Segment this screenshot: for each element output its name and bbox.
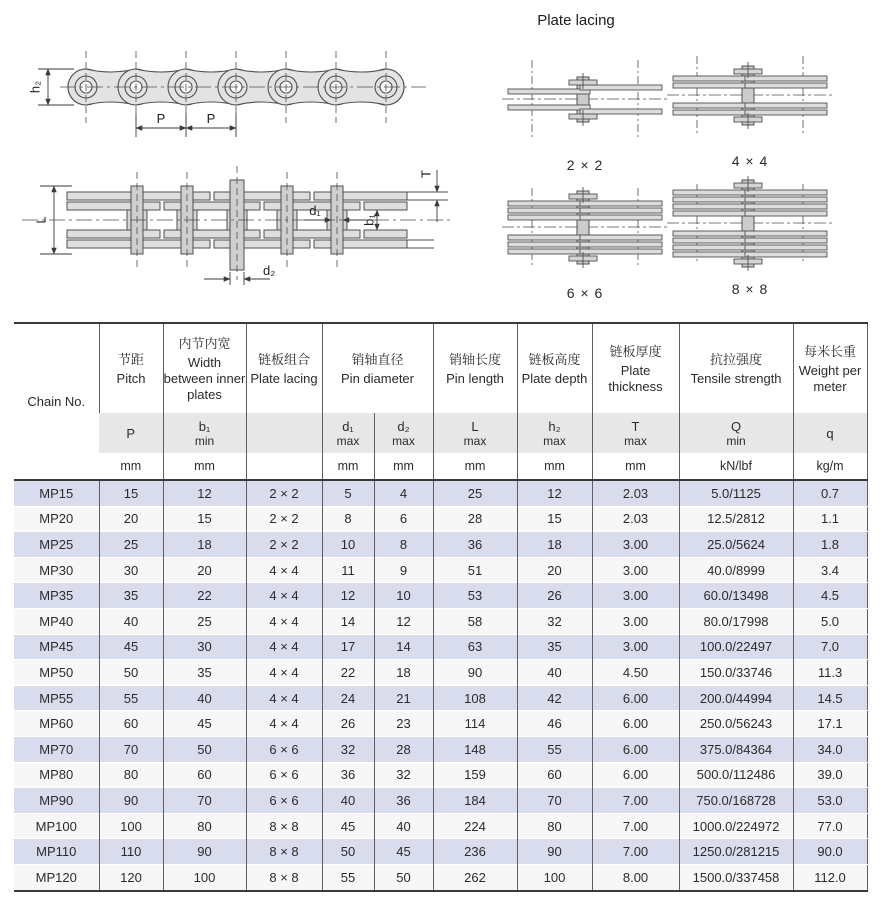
cell-weight: 39.0: [793, 762, 867, 788]
cell-plate-lacing: 4 × 4: [246, 711, 322, 737]
cell-d2-max: 9: [374, 557, 433, 583]
cell-tensile-strength: 200.0/44994: [679, 685, 793, 711]
cell-weight: 4.5: [793, 583, 867, 609]
cell-d2-max: 18: [374, 660, 433, 686]
cell-d2-max: 32: [374, 762, 433, 788]
cell-inner-width: 18: [163, 532, 246, 558]
column-header-en: Tensile strength: [690, 370, 782, 386]
cell-tensile-strength: 100.0/22497: [679, 634, 793, 660]
plate-lacing-diagram: [500, 180, 670, 275]
cell-pitch: 15: [99, 480, 163, 506]
cell-plate-lacing: 4 × 4: [246, 634, 322, 660]
table-row-mp25: [14, 532, 867, 558]
column-header-2: [163, 323, 246, 413]
lacing-label: 2 × 2: [566, 157, 604, 173]
cell-pin-length: 108: [433, 685, 517, 711]
dim-label-b1: b₁: [361, 214, 377, 226]
cell-pin-length: 51: [433, 557, 517, 583]
cell-pin-length: 58: [433, 608, 517, 634]
cell-tensile-strength: 25.0/5624: [679, 532, 793, 558]
center-lines: [60, 51, 426, 123]
plate-lacing-diagram: [500, 52, 670, 147]
cell-pitch: 35: [99, 583, 163, 609]
column-header-cn: 链板厚度: [609, 343, 662, 359]
cell-inner-width: 45: [163, 711, 246, 737]
cell-d2-max: 40: [374, 813, 433, 839]
cell-plate-depth: 40: [517, 660, 592, 686]
column-header-en: Plate thickness: [608, 362, 663, 394]
column-header-cn: 销轴直径: [351, 351, 404, 367]
cell-weight: 90.0: [793, 839, 867, 865]
cell-pitch: 55: [99, 685, 163, 711]
cell-inner-width: 35: [163, 660, 246, 686]
cell-d2-max: 50: [374, 864, 433, 890]
cell-d1-max: 8: [322, 506, 374, 532]
cell-plate-thickness: 4.50: [592, 660, 679, 686]
cell-pin-length: 184: [433, 788, 517, 814]
cell-d1-max: 11: [322, 557, 374, 583]
cell-d2-max: 14: [374, 634, 433, 660]
symbol-qualifier: min: [726, 433, 746, 448]
cell-plate-thickness: 7.00: [592, 839, 679, 865]
cell-chain-no: MP20: [39, 511, 74, 527]
cell-inner-width: 70: [163, 788, 246, 814]
table-body: [14, 480, 867, 891]
lacing-label: 4 × 4: [731, 153, 769, 169]
cell-chain-no: MP25: [39, 536, 74, 552]
cell-inner-width: 50: [163, 736, 246, 762]
column-header-3: [246, 323, 322, 413]
cell-tensile-strength: 250.0/56243: [679, 711, 793, 737]
cell-pin-length: 262: [433, 864, 517, 890]
plate-lacing-diagram: [665, 176, 835, 271]
cell-weight: 112.0: [793, 864, 867, 890]
cell-chain-no: MP80: [39, 767, 74, 783]
column-header-en: Pin diameter: [341, 370, 414, 386]
cell-tensile-strength: 40.0/8999: [679, 557, 793, 583]
cell-weight: 7.0: [793, 634, 867, 660]
cell-weight: 3.4: [793, 557, 867, 583]
cell-d1-max: 14: [322, 608, 374, 634]
column-header-en: Width between inner plates: [163, 354, 246, 402]
cell-plate-thickness: 7.00: [592, 813, 679, 839]
cell-pin-length: 148: [433, 736, 517, 762]
cell-d2-max: 12: [374, 608, 433, 634]
cell-d1-max: 24: [322, 685, 374, 711]
cell-tensile-strength: 375.0/84364: [679, 736, 793, 762]
cell-weight: 77.0: [793, 813, 867, 839]
cell-plate-depth: 26: [517, 583, 592, 609]
unit-header-pitch: mm: [99, 453, 163, 480]
table-row-mp120: [14, 864, 867, 890]
cell-plate-lacing: 6 × 6: [246, 762, 322, 788]
cell-plate-depth: 15: [517, 506, 592, 532]
cell-pin-length: 63: [433, 634, 517, 660]
lacing-cell-6x6: [500, 180, 670, 301]
symbol-header-pitch: [99, 413, 163, 453]
cell-plate-lacing: 2 × 2: [246, 532, 322, 558]
cell-plate-lacing: 2 × 2: [246, 506, 322, 532]
cell-d2-max: 6: [374, 506, 433, 532]
column-header-en: Pitch: [116, 370, 146, 386]
symbol-label: P: [126, 425, 136, 441]
column-header-1: [99, 323, 163, 413]
column-header-9: [793, 323, 867, 413]
table-row-mp100: [14, 813, 867, 839]
cell-plate-depth: 18: [517, 532, 592, 558]
column-header-cn: 抗拉强度: [710, 351, 763, 367]
symbol-header-d2-max: [374, 413, 433, 453]
cell-plate-lacing: 8 × 8: [246, 839, 322, 865]
cell-pitch: 90: [99, 788, 163, 814]
cell-plate-lacing: 4 × 4: [246, 583, 322, 609]
cell-pitch: 50: [99, 660, 163, 686]
cell-chain-no: MP30: [39, 562, 74, 578]
cell-tensile-strength: 750.0/168728: [679, 788, 793, 814]
column-header-6: [517, 323, 592, 413]
cell-tensile-strength: 60.0/13498: [679, 583, 793, 609]
unit-header-pin-length: mm: [433, 453, 517, 480]
cell-chain-no: MP110: [36, 844, 77, 860]
symbol-qualifier: min: [194, 433, 215, 448]
dim-label-L: L: [33, 216, 49, 224]
symbol-label: T: [631, 418, 640, 434]
cell-pitch: 25: [99, 532, 163, 558]
plate-lacing-diagram: [665, 48, 835, 143]
cell-plate-depth: 12: [517, 480, 592, 506]
cell-plate-thickness: 2.03: [592, 480, 679, 506]
cell-d1-max: 22: [322, 660, 374, 686]
cell-d1-max: 32: [322, 736, 374, 762]
cell-pitch: 45: [99, 634, 163, 660]
table-row-mp30: [14, 557, 867, 583]
dim-label-p-left: P: [156, 111, 166, 126]
cell-d2-max: 28: [374, 736, 433, 762]
cell-d2-max: 36: [374, 788, 433, 814]
column-header-4: [322, 323, 433, 413]
cell-inner-width: 60: [163, 762, 246, 788]
cell-d1-max: 12: [322, 583, 374, 609]
cell-d1-max: 36: [322, 762, 374, 788]
cell-plate-lacing: 4 × 4: [246, 608, 322, 634]
section-title: Plate lacing: [537, 12, 615, 29]
cell-pitch: 110: [99, 839, 163, 865]
cell-plate-depth: 35: [517, 634, 592, 660]
unit-header-plate-depth: mm: [517, 453, 592, 480]
cell-chain-no: MP90: [39, 792, 74, 808]
cell-plate-thickness: 3.00: [592, 634, 679, 660]
lacing-cell-2x2: [500, 52, 670, 173]
cell-plate-lacing: 4 × 4: [246, 685, 322, 711]
dim-label-p-right: P: [206, 111, 216, 126]
column-header-cn: 节距: [117, 351, 144, 367]
column-header-cn: 链板高度: [528, 351, 581, 367]
unit-header-d2-max: mm: [374, 453, 433, 480]
cell-d2-max: 45: [374, 839, 433, 865]
cell-plate-depth: 90: [517, 839, 592, 865]
cell-plate-thickness: 6.00: [592, 762, 679, 788]
cell-tensile-strength: 5.0/1125: [679, 480, 793, 506]
cell-d2-max: 8: [374, 532, 433, 558]
cell-weight: 11.3: [793, 660, 867, 686]
symbol-qualifier: max: [392, 433, 415, 448]
cell-d1-max: 17: [322, 634, 374, 660]
cell-weight: 34.0: [793, 736, 867, 762]
cell-plate-thickness: 7.00: [592, 788, 679, 814]
column-header-5: [433, 323, 517, 413]
symbol-header-weight: [793, 413, 867, 453]
cell-plate-thickness: 6.00: [592, 711, 679, 737]
table-row-mp20: [14, 506, 867, 532]
cell-d2-max: 21: [374, 685, 433, 711]
cell-plate-lacing: 4 × 4: [246, 557, 322, 583]
cell-plate-thickness: 3.00: [592, 608, 679, 634]
cell-weight: 5.0: [793, 608, 867, 634]
table-row-mp50: [14, 660, 867, 686]
cell-inner-width: 30: [163, 634, 246, 660]
cell-pin-length: 53: [433, 583, 517, 609]
cell-weight: 0.7: [793, 480, 867, 506]
symbol-header-plate-depth: [517, 413, 592, 453]
cell-plate-thickness: 6.00: [592, 736, 679, 762]
dim-label-h2: h₂: [27, 80, 43, 94]
dim-label-d1: d₁: [309, 203, 321, 218]
column-header-en: Pin length: [446, 370, 504, 386]
lacing-cell-8x8: [665, 176, 835, 297]
cell-chain-no: MP15: [39, 485, 74, 501]
cell-inner-width: 25: [163, 608, 246, 634]
cell-tensile-strength: 12.5/2812: [679, 506, 793, 532]
cell-pitch: 120: [99, 864, 163, 890]
cell-weight: 1.1: [793, 506, 867, 532]
cell-pitch: 40: [99, 608, 163, 634]
cell-chain-no: MP50: [39, 664, 74, 680]
dim-label-d2: d₂: [263, 263, 276, 278]
cell-inner-width: 100: [163, 864, 246, 890]
symbol-label: h₂: [548, 418, 561, 434]
cell-plate-depth: 42: [517, 685, 592, 711]
cell-d1-max: 45: [322, 813, 374, 839]
table-row-mp70: [14, 736, 867, 762]
cell-chain-no: MP35: [39, 588, 74, 604]
table-row-mp15: [14, 480, 867, 506]
table-row-mp45: [14, 634, 867, 660]
cell-tensile-strength: 500.0/112486: [679, 762, 793, 788]
cell-plate-thickness: 2.03: [592, 506, 679, 532]
cell-pitch: 100: [99, 813, 163, 839]
cell-weight: 53.0: [793, 788, 867, 814]
cell-plate-thickness: 3.00: [592, 557, 679, 583]
cell-d1-max: 26: [322, 711, 374, 737]
cell-chain-no: MP45: [39, 639, 74, 655]
table-row-mp35: [14, 583, 867, 609]
table-row-mp40: [14, 608, 867, 634]
cell-d1-max: 40: [322, 788, 374, 814]
cell-plate-lacing: 8 × 8: [246, 864, 322, 890]
symbol-header-plate-lacing: [246, 413, 322, 453]
cell-chain-no: MP120: [35, 869, 77, 885]
symbol-header-plate-thickness: [592, 413, 679, 453]
cell-chain-no: MP55: [39, 690, 74, 706]
cell-d2-max: 10: [374, 583, 433, 609]
cell-plate-thickness: 3.00: [592, 583, 679, 609]
cell-chain-no: MP60: [39, 716, 74, 732]
column-header-8: [679, 323, 793, 413]
cell-tensile-strength: 1500.0/337458: [679, 864, 793, 890]
symbol-label: q: [826, 425, 834, 441]
cell-plate-lacing: 4 × 4: [246, 660, 322, 686]
symbol-header-inner-width: [163, 413, 246, 453]
cell-d1-max: 10: [322, 532, 374, 558]
column-header-7: [592, 323, 679, 413]
cell-d1-max: 50: [322, 839, 374, 865]
unit-header-tensile-strength: kN/lbf: [679, 453, 793, 480]
spec-table: [14, 322, 868, 892]
pitch-dimension: [136, 113, 236, 137]
cell-pitch: 70: [99, 736, 163, 762]
cell-inner-width: 12: [163, 480, 246, 506]
cell-pin-length: 36: [433, 532, 517, 558]
symbol-label: b₁: [198, 418, 211, 434]
symbol-qualifier: max: [336, 433, 360, 448]
table-row-mp55: [14, 685, 867, 711]
cell-plate-thickness: 6.00: [592, 685, 679, 711]
unit-header-plate-thickness: mm: [592, 453, 679, 480]
unit-header-inner-width: mm: [163, 453, 246, 480]
cell-plate-thickness: 3.00: [592, 532, 679, 558]
cell-tensile-strength: 1000.0/224972: [679, 813, 793, 839]
cell-inner-width: 90: [163, 839, 246, 865]
cell-pitch: 20: [99, 506, 163, 532]
cell-weight: 17.1: [793, 711, 867, 737]
column-header-en: Weight per meter: [798, 362, 862, 394]
cell-pin-length: 28: [433, 506, 517, 532]
cell-tensile-strength: 1250.0/281215: [679, 839, 793, 865]
symbol-label: d₁: [342, 418, 354, 434]
table-row-mp90: [14, 788, 867, 814]
symbol-qualifier: max: [463, 433, 487, 448]
cell-weight: 1.8: [793, 532, 867, 558]
table-row-mp110: [14, 839, 867, 865]
cell-inner-width: 22: [163, 583, 246, 609]
cell-plate-lacing: 8 × 8: [246, 813, 322, 839]
cell-plate-depth: 60: [517, 762, 592, 788]
cell-plate-depth: 100: [517, 864, 592, 890]
chain-side-view-diagram: [14, 35, 454, 145]
column-header-cn: 内节内宽: [178, 335, 231, 351]
cell-pin-length: 114: [433, 711, 517, 737]
cell-plate-lacing: 2 × 2: [246, 480, 322, 506]
cell-pin-length: 224: [433, 813, 517, 839]
cell-chain-no: MP100: [35, 818, 77, 834]
table-header: [14, 323, 867, 480]
cell-pin-length: 159: [433, 762, 517, 788]
cell-plate-thickness: 8.00: [592, 864, 679, 890]
cell-tensile-strength: 150.0/33746: [679, 660, 793, 686]
cell-inner-width: 15: [163, 506, 246, 532]
column-header-en: Plate depth: [521, 370, 588, 386]
cell-inner-width: 20: [163, 557, 246, 583]
column-header-cn: 每米长重: [804, 343, 857, 359]
column-header-chain-no: Chain No.: [14, 323, 99, 480]
lacing-label: 6 × 6: [566, 285, 604, 301]
cell-d2-max: 23: [374, 711, 433, 737]
table-row-mp80: [14, 762, 867, 788]
cell-pitch: 60: [99, 711, 163, 737]
symbol-label: d₂: [397, 418, 410, 434]
cell-pin-length: 25: [433, 480, 517, 506]
cell-plate-depth: 70: [517, 788, 592, 814]
unit-header-plate-lacing: [246, 453, 322, 480]
cell-pin-length: 236: [433, 839, 517, 865]
chain-plan-view-diagram: [14, 158, 454, 308]
cell-plate-depth: 80: [517, 813, 592, 839]
cell-inner-width: 80: [163, 813, 246, 839]
cell-pin-length: 90: [433, 660, 517, 686]
cell-inner-width: 40: [163, 685, 246, 711]
lacing-cell-4x4: [665, 48, 835, 169]
cell-plate-depth: 46: [517, 711, 592, 737]
cell-weight: 14.5: [793, 685, 867, 711]
symbol-qualifier: max: [624, 433, 647, 448]
cell-d1-max: 5: [322, 480, 374, 506]
cell-pitch: 30: [99, 557, 163, 583]
symbol-header-d1-max: [322, 413, 374, 453]
table-row-mp60: [14, 711, 867, 737]
unit-header-d1-max: mm: [322, 453, 374, 480]
cell-d2-max: 4: [374, 480, 433, 506]
column-header-cn: 销轴长度: [449, 351, 502, 367]
column-header-cn: 链板组合: [257, 351, 310, 367]
cell-plate-depth: 32: [517, 608, 592, 634]
dim-label-T: T: [418, 170, 434, 178]
cell-plate-depth: 20: [517, 557, 592, 583]
cell-plate-depth: 55: [517, 736, 592, 762]
symbol-label: L: [471, 418, 479, 434]
symbol-qualifier: max: [543, 433, 566, 448]
lacing-label: 8 × 8: [731, 281, 769, 297]
symbol-label: Q: [730, 418, 742, 434]
cell-d1-max: 55: [322, 864, 374, 890]
column-header-en: Plate lacing: [250, 370, 318, 386]
cell-plate-lacing: 6 × 6: [246, 736, 322, 762]
cell-plate-lacing: 6 × 6: [246, 788, 322, 814]
symbol-header-pin-length: [433, 413, 517, 453]
cell-chain-no: MP70: [39, 741, 74, 757]
cell-pitch: 80: [99, 762, 163, 788]
cell-tensile-strength: 80.0/17998: [679, 608, 793, 634]
cell-chain-no: MP40: [39, 613, 74, 629]
symbol-header-tensile-strength: [679, 413, 793, 453]
unit-header-weight: kg/m: [793, 453, 867, 480]
